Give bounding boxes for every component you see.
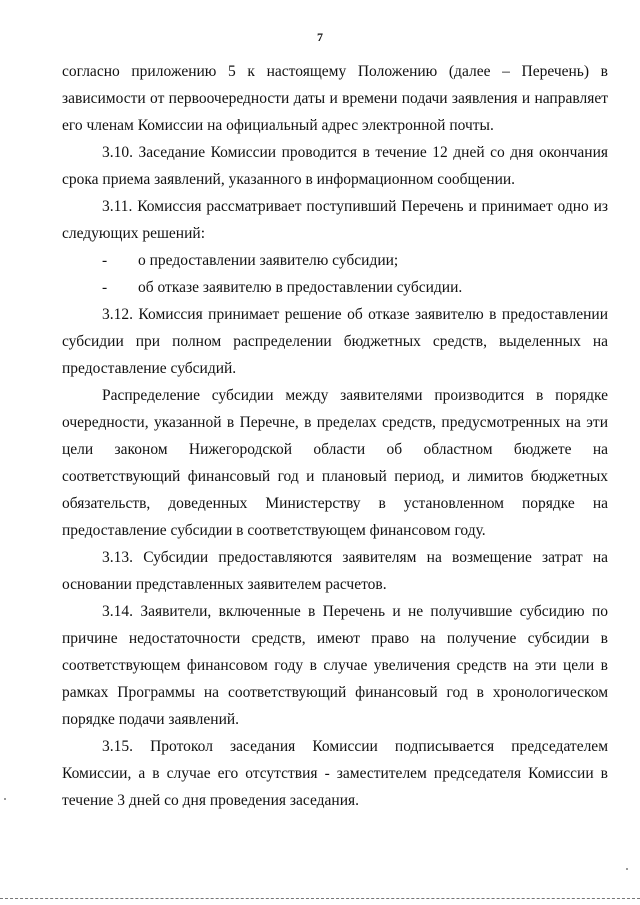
paragraph-continuation: согласно приложению 5 к настоящему Положению (далее – Перечень) в зависимости от первоочередности даты и времени подачи заявления и направляет его членам Комиссии на официальный адрес электронной почты. xyxy=(62,63,608,134)
scan-speck xyxy=(4,798,6,800)
page-number: 7 xyxy=(317,30,323,44)
scan-edge-line xyxy=(0,898,640,899)
paragraph-3-13: 3.13. Субсидии предоставляются заявителям на возмещение затрат на основании представленных заявителем расчетов. xyxy=(62,549,608,593)
paragraph-3-15: 3.15. Протокол заседания Комиссии подписывается председателем Комиссии, а в случае его отсутствия - заместителем председателя Комиссии в течение 3 дней со дня проведения заседания. xyxy=(62,738,608,809)
list-item-grant-subsidy xyxy=(62,247,608,274)
paragraph-distribution: Распределение субсидии между заявителями производится в порядке очередности, указанной в Перечне, в пределах средств, предусмотренных на эти цели законом Нижегородской области об областном бюджете на соответствующий финансовый год и плановый период, и лимитов бюджетных обязательств, доведенных Министерству в установленном порядке на предоставление субсидии в соответствующем финансовом году. xyxy=(62,387,608,539)
list-item-text: об отказе заявителю в предоставлении субсидии. xyxy=(138,279,463,296)
list-item-refuse-subsidy xyxy=(62,274,608,301)
paragraph-3-10: 3.10. Заседание Комиссии проводится в течение 12 дней со дня окончания срока приема заявлений, указанного в информационном сообщении. xyxy=(62,144,608,188)
list-dash-marker: - xyxy=(102,279,108,296)
document-body xyxy=(62,58,608,814)
list-dash-marker: - xyxy=(102,252,108,269)
scan-speck xyxy=(626,868,628,870)
list-item-text: о предоставлении заявителю субсидии; xyxy=(138,252,399,269)
paragraph-3-11: 3.11. Комиссия рассматривает поступивший Перечень и принимает одно из следующих решений: xyxy=(62,198,608,242)
paragraph-3-14: 3.14. Заявители, включенные в Перечень и не получившие субсидию по причине недостаточности средств, имеют право на получение субсидии в соответствующем финансовом году в случае увеличения средств на эти цели в рамках Программы на соответствующий финансовый год в хронологическом порядке подачи заявлений. xyxy=(62,603,608,728)
paragraph-3-12: 3.12. Комиссия принимает решение об отказе заявителю в предоставлении субсидии при полном распределении бюджетных средств, выделенных на предоставление субсидий. xyxy=(62,306,608,377)
